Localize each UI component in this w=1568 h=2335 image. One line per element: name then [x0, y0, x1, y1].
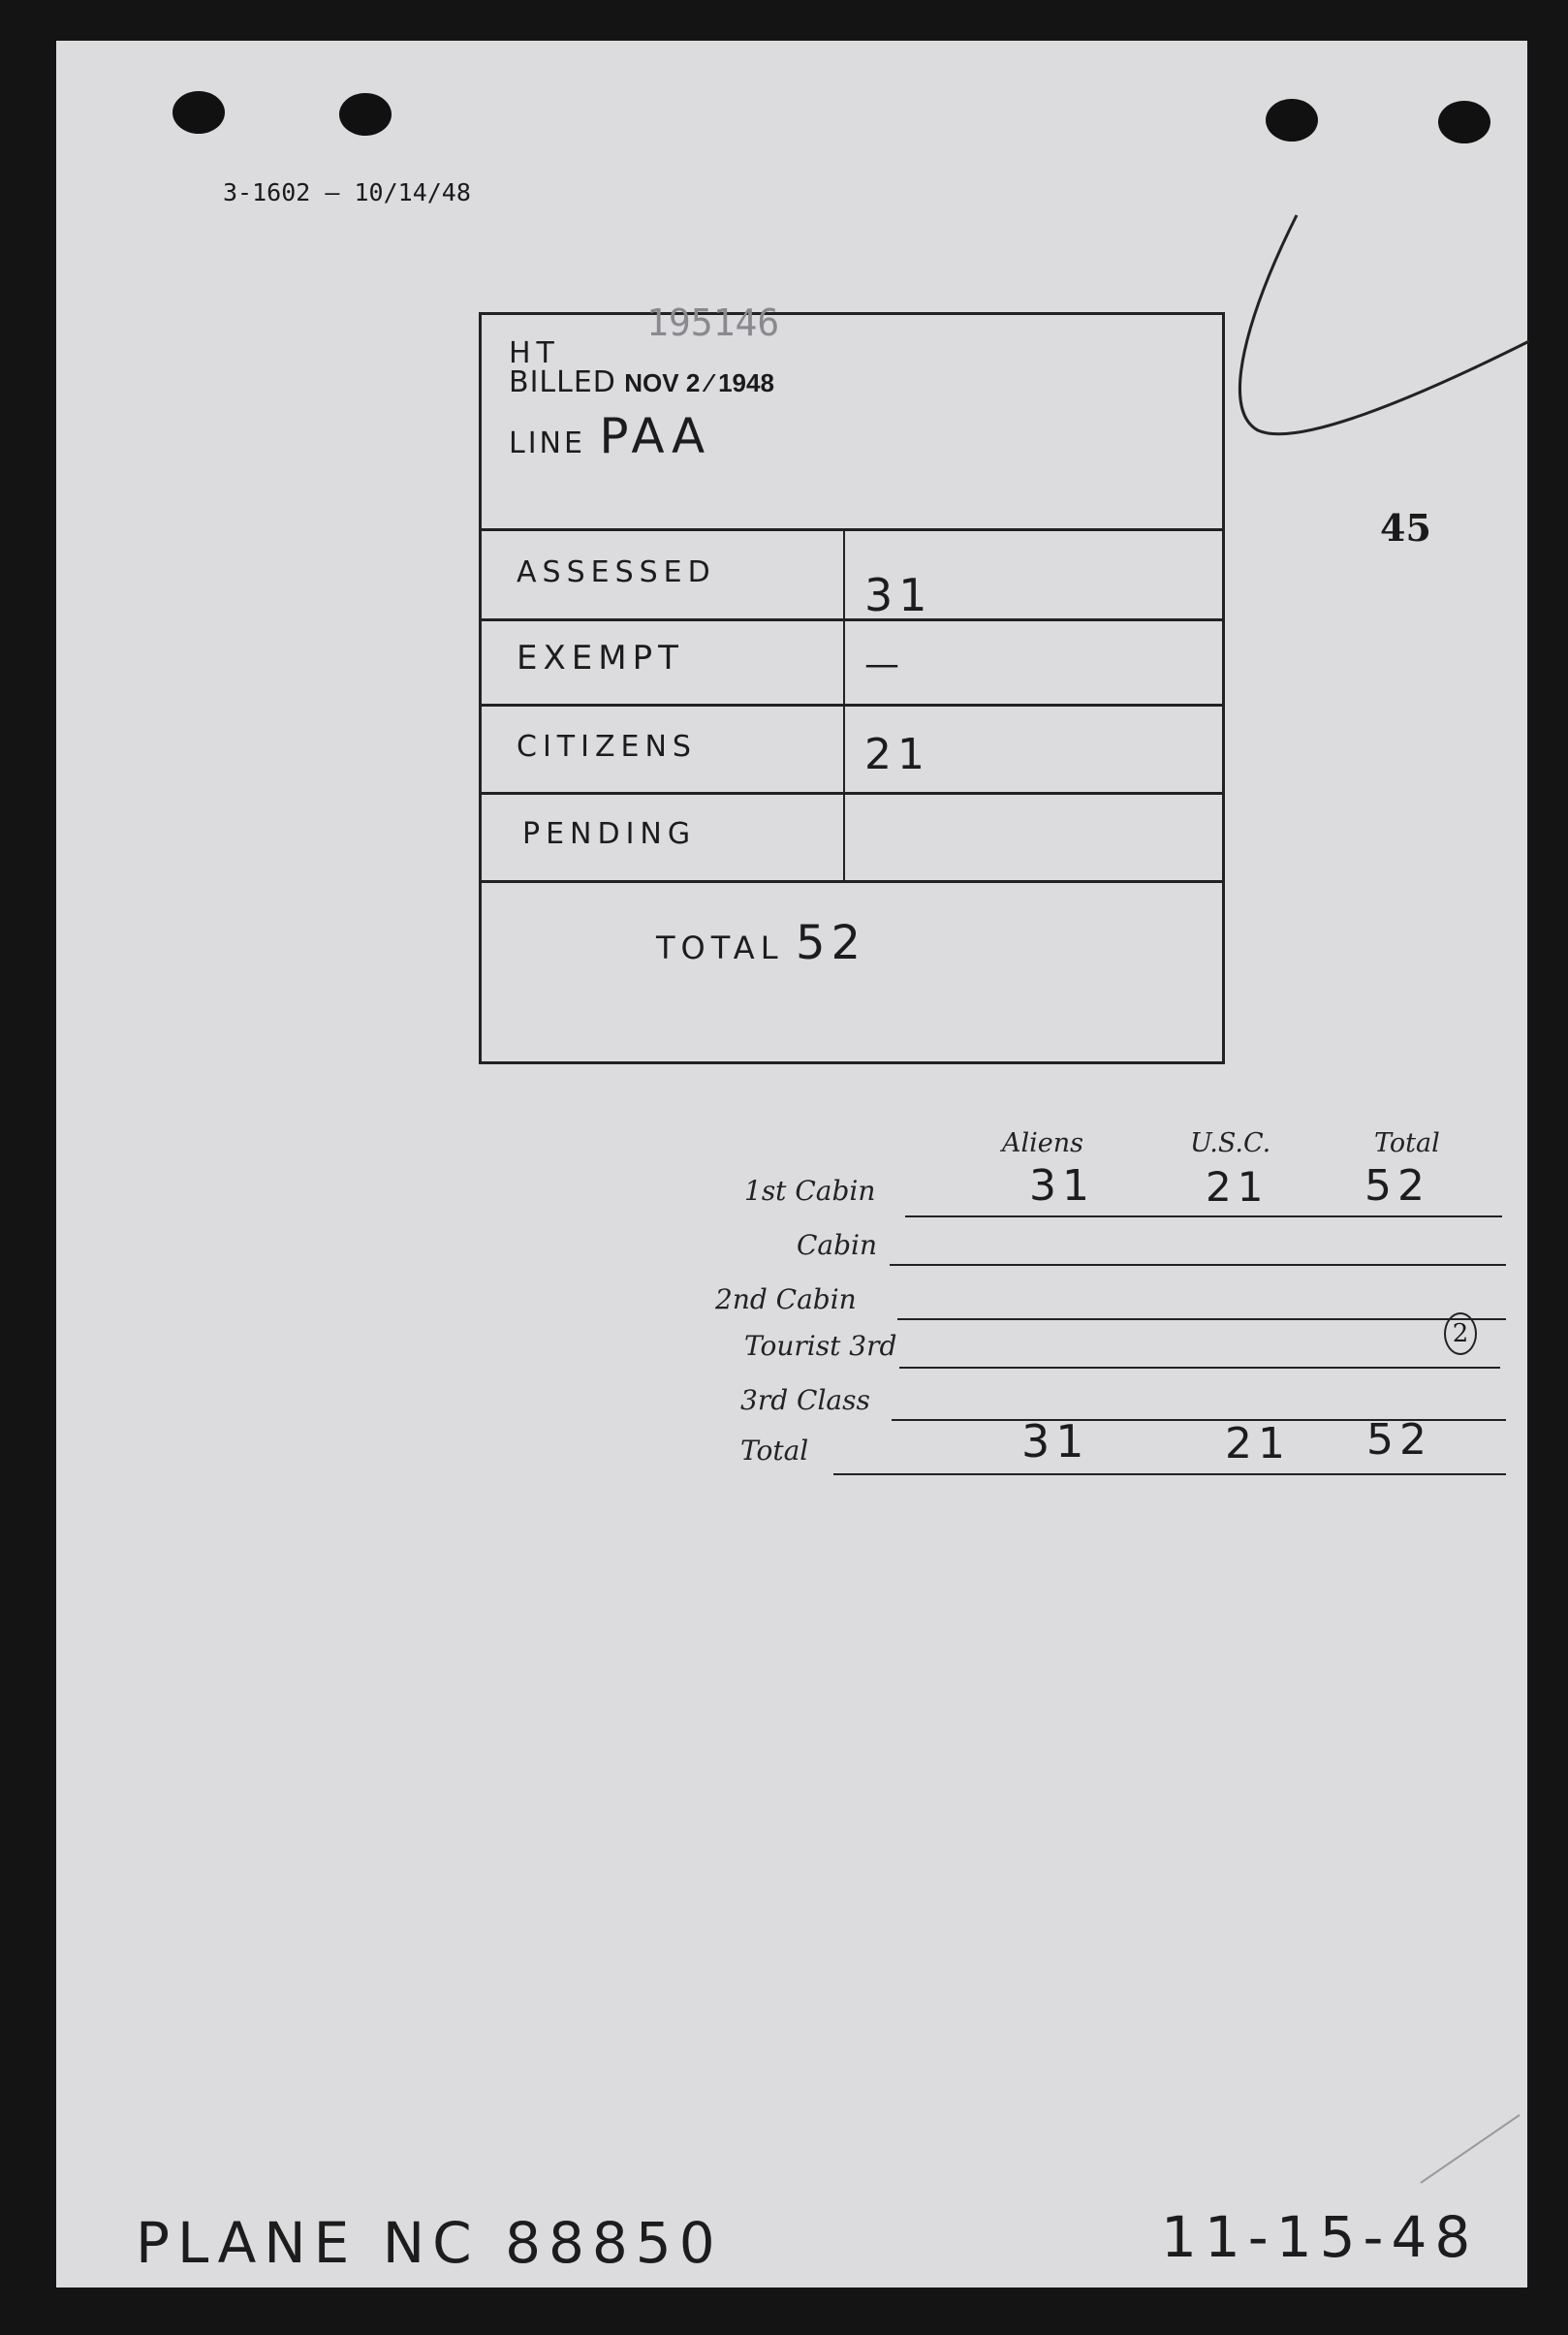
- total-aliens: 31: [1021, 1415, 1090, 1467]
- line-value: PAA: [599, 408, 711, 464]
- stamp-divider: [482, 792, 1222, 795]
- pen-stroke: [1413, 2076, 1529, 2193]
- billed-date: NOV 2 ⁄ 1948: [624, 368, 774, 397]
- manifest-rule: [897, 1318, 1506, 1320]
- pen-check-mark: [1219, 167, 1549, 496]
- 1st-cabin-aliens: 31: [1029, 1161, 1095, 1211]
- manifest-rule: [890, 1264, 1506, 1266]
- row-label-3rd-class: 3rd Class: [740, 1384, 870, 1416]
- circled-mark: 2: [1444, 1312, 1477, 1355]
- total-row: [656, 916, 866, 970]
- punch-hole-left-1: [172, 91, 225, 134]
- manifest-rule: [833, 1473, 1506, 1475]
- 1st-cabin-total: 52: [1364, 1161, 1430, 1211]
- stamp-code: HT: [509, 336, 560, 370]
- row-label-1st-cabin: 1st Cabin: [744, 1175, 876, 1207]
- header-aliens: Aliens: [1002, 1128, 1083, 1158]
- 1st-cabin-usc: 21: [1206, 1163, 1270, 1211]
- row-label-pending: PENDING: [522, 817, 697, 851]
- plane-number: PLANE NC 88850: [136, 2210, 723, 2276]
- total-value: 52: [795, 916, 867, 970]
- row-label-2nd-cabin: 2nd Cabin: [715, 1283, 857, 1315]
- stamp-column-divider: [843, 530, 845, 881]
- total-usc: 21: [1225, 1419, 1291, 1468]
- row-value-citizens: 21: [864, 730, 930, 779]
- punch-hole-right-1: [1266, 99, 1318, 142]
- assessment-stamp: [479, 301, 1225, 1064]
- row-label-cabin: Cabin: [797, 1229, 878, 1261]
- header-dash: —: [325, 178, 355, 206]
- row-label-exempt: EXEMPT: [517, 639, 684, 678]
- row-label-assessed: ASSESSED: [517, 555, 716, 589]
- row-label-citizens: CITIZENS: [517, 730, 697, 764]
- total-total: 52: [1366, 1415, 1432, 1465]
- billed-line: [509, 365, 774, 399]
- header-total: Total: [1374, 1128, 1440, 1158]
- file-ref-number: 3-1602: [223, 178, 311, 206]
- line-row: [509, 408, 710, 464]
- file-ref-date: 10/14/48: [354, 178, 471, 206]
- punch-hole-left-2: [339, 93, 392, 136]
- line-label: LINE: [509, 426, 585, 460]
- header-usc: U.S.C.: [1190, 1128, 1271, 1158]
- file-reference: [223, 178, 471, 206]
- row-value-assessed: 31: [864, 569, 933, 621]
- total-label: TOTAL: [656, 930, 784, 966]
- stamp-divider: [482, 528, 1222, 531]
- stamp-serial: 195146: [646, 301, 780, 344]
- document-page: [56, 41, 1527, 2288]
- row-label-total: Total: [740, 1435, 809, 1467]
- page-number: 45: [1380, 506, 1431, 550]
- manifest-rule: [899, 1367, 1500, 1369]
- row-value-exempt: —: [864, 645, 905, 684]
- punch-hole-right-2: [1438, 101, 1490, 143]
- footer-date: 11-15-48: [1161, 2204, 1479, 2270]
- stamp-divider: [482, 880, 1222, 883]
- manifest-rule: [905, 1215, 1502, 1217]
- stamp-divider: [482, 704, 1222, 707]
- stamp-divider: [482, 618, 1222, 621]
- billed-label: BILLED: [509, 365, 616, 399]
- row-label-tourist-3rd: Tourist 3rd: [744, 1330, 897, 1362]
